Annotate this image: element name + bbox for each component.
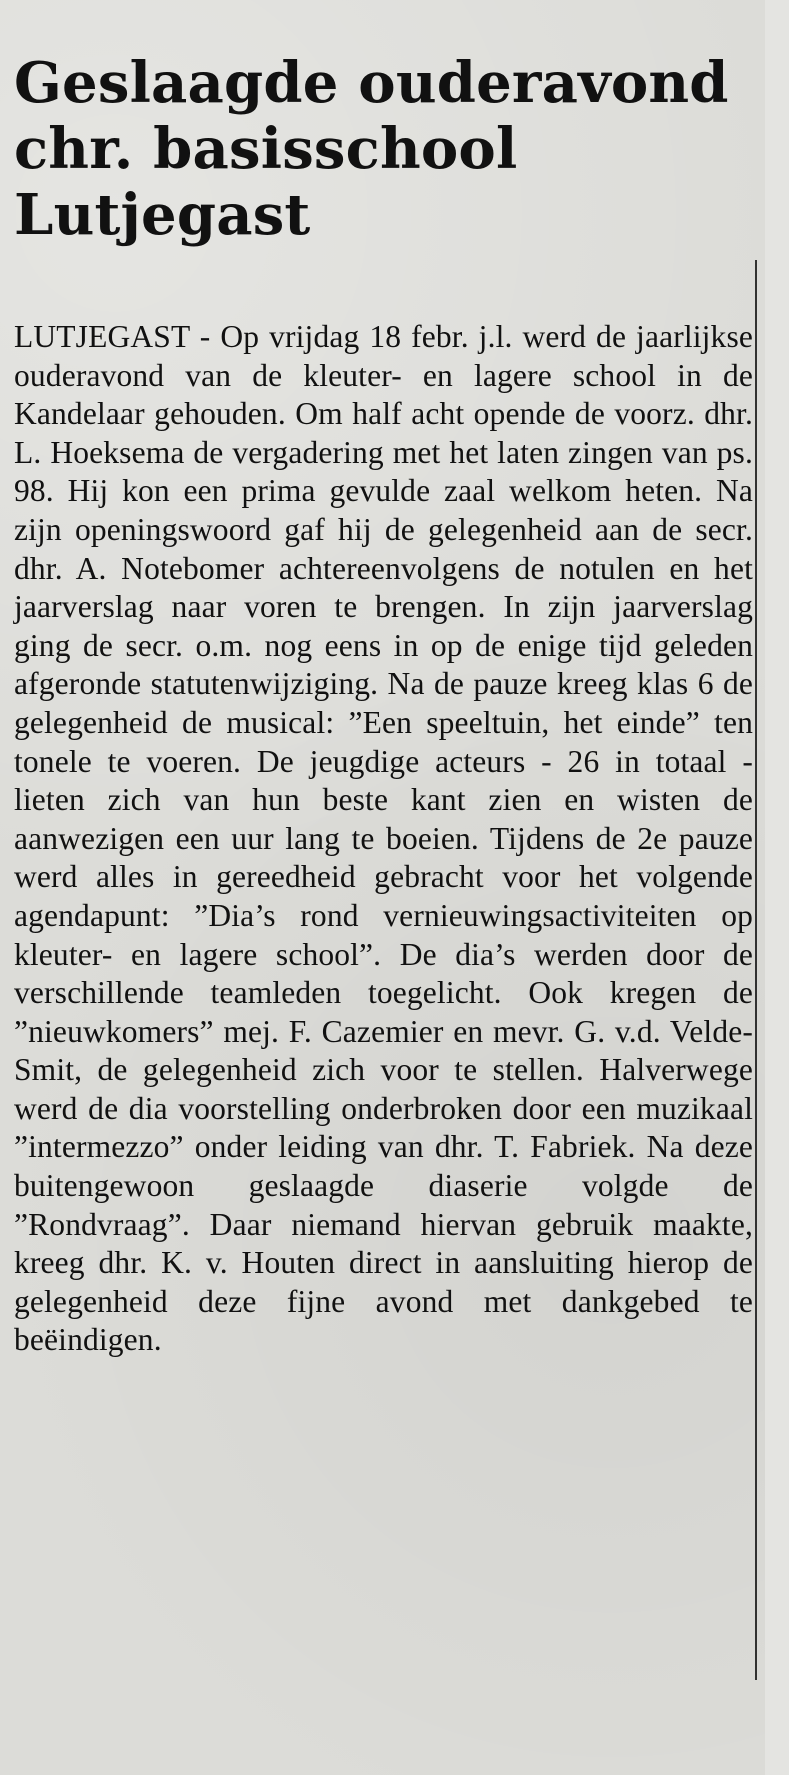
- article-body: LUTJEGAST - Op vrijdag 18 febr. j.l. werd de jaarlijkse ouderavond van de kleuter- en lagere school in de Kandelaar gehouden. Om half acht opende de voorz. dhr. L. Hoeksema de vergadering met het laten zingen van ps. 98. Hij kon een prima gevulde zaal welkom heten. Na zijn openingswoord gaf hij de gelegenheid aan de secr. dhr. A. Notebomer achtereenvolgens de notulen en het jaarverslag naar voren te brengen. In zijn jaarverslag ging de secr. o.m. nog eens in op de enige tijd geleden afgeronde statutenwijziging. Na de pauze kreeg klas 6 de gelegenheid de musical: ”Een speeltuin, het einde” ten tonele te voeren. De jeugdige acteurs - 26 in totaal - lieten zich van hun beste kant zien en wisten de aanwezigen een uur lang te boeien. Tijdens de 2e pauze werd alles in gereedheid gebracht voor het volgende agendapunt: ”Dia’s rond vernieuwingsactiviteiten op kleuter- en lagere school”. De dia’s werden door de verschillende teamleden toegelicht. Ook kregen de ”nieuwkomers” mej. F. Cazemier en mevr. G. v.d. Velde-Smit, de gelegenheid zich voor te stellen. Halverwege werd de dia voorstelling onderbroken door een muzikaal ”intermezzo” onder leiding van dhr. T. Fabriek. Na deze buitengewoon geslaagde diaserie volgde de ”Rondvraag”. Daar niemand hiervan gebruik maakte, kreeg dhr. K. v. Houten direct in aansluiting hierop de gelegenheid deze fijne avond met dankgebed te beëindigen.: [14, 319, 753, 1358]
- column-rule: [755, 260, 757, 1680]
- article-headline: Geslaagde ouderavond chr. basisschool Lutjegast: [14, 50, 729, 248]
